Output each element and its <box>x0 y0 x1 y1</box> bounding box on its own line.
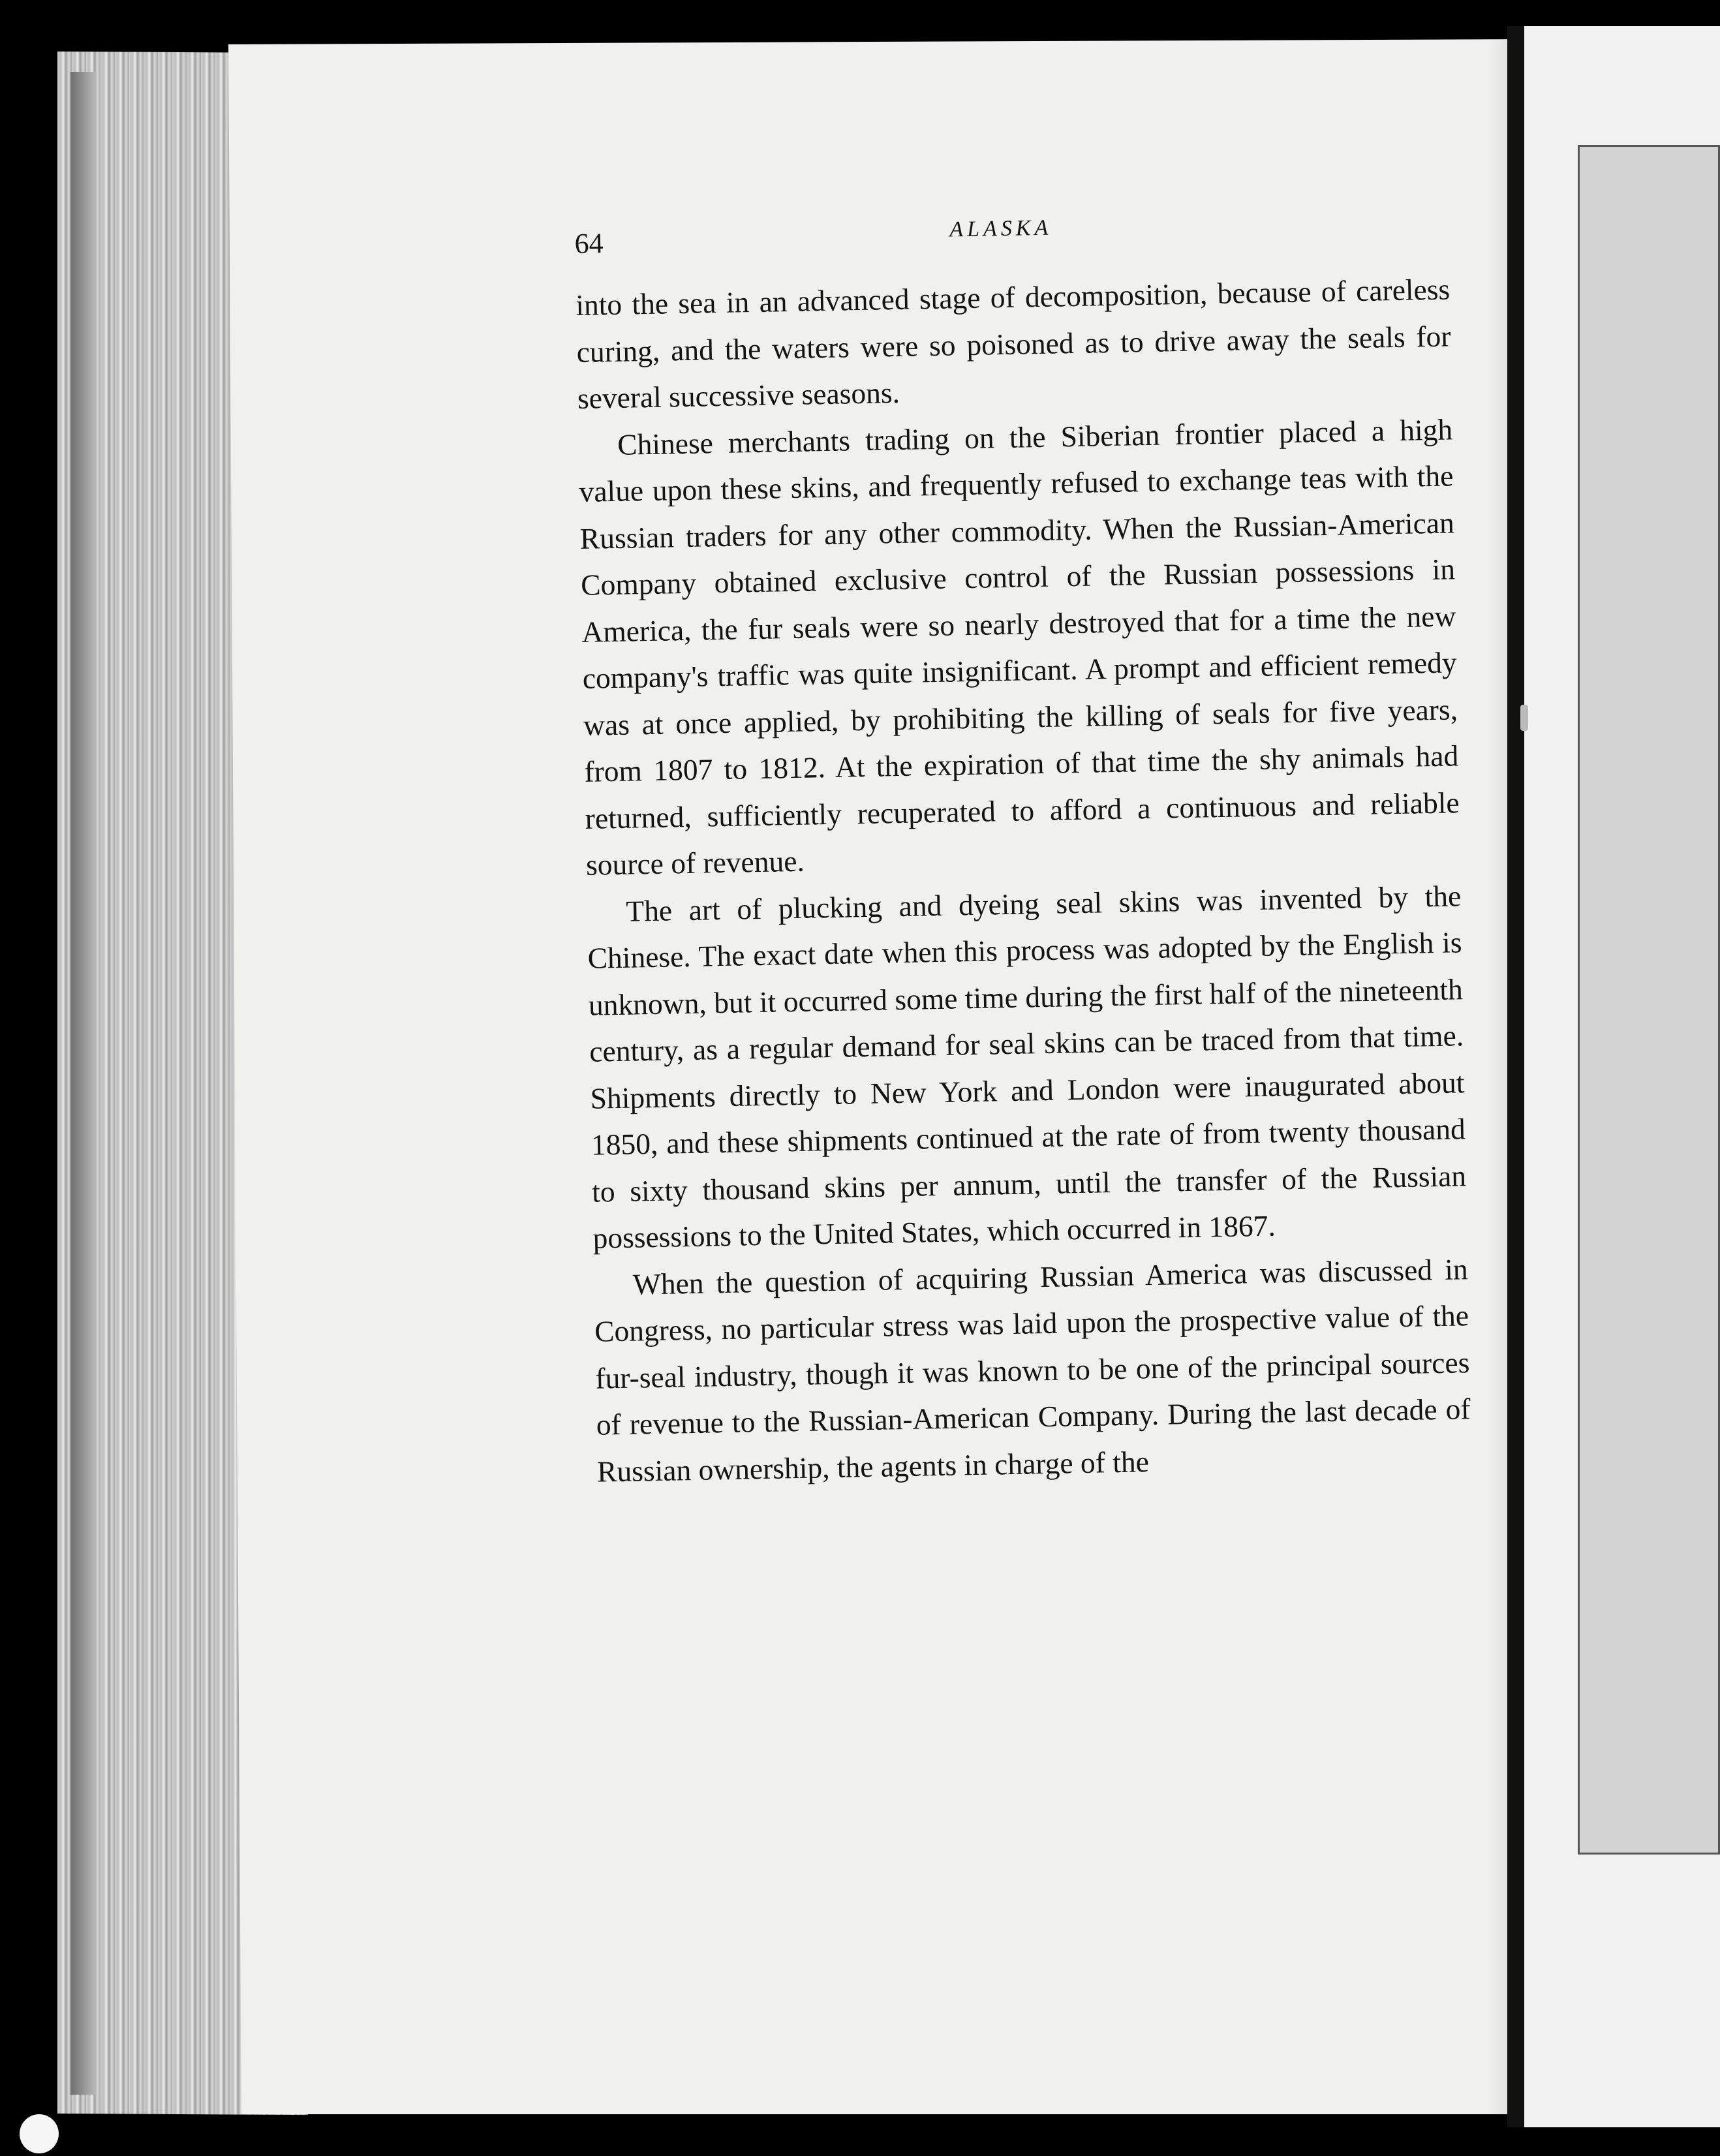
body-text <box>576 266 1472 1494</box>
paragraph: into the sea in an advanced stage of decomposition, because of careless curing, and the waters were so poisoned as to drive away the seals for several successive seasons. <box>575 272 1451 415</box>
facing-page-plate <box>1578 145 1720 1855</box>
book-gutter <box>1507 26 1524 2127</box>
scan-speck <box>1520 705 1528 731</box>
scan-speck <box>20 2114 59 2153</box>
paragraph: The art of plucking and dyeing seal skins was invented by the Chinese. The exact date when this process was adopted by the English is unknown, but it occurred some time during the first half of the nineteenth century, as a regular demand for seal skins can be traced from that time. Shipments directly to New York and London were inaugurated about 1850, and these shipments continued at the rate of from twenty thousand to sixty thousand skins per annum, until the transfer of the Russian possessions to the United States, which occurred in 1867. <box>587 878 1467 1255</box>
paragraph: Chinese merchants trading on the Siberian frontier placed a high value upon these skins, and frequently refused to exchange teas with the Russian traders for any other commodity. When the Russian-American Company obtained exclusive control of the Russian possessions in America, the fur seals were so nearly destroyed that for a time the new company's traffic was quite insignificant. A prompt and efficient remedy was at once applied, by prohibiting the killing of seals for five years, from 1807 to 1812. At the expiration of that time the shy animals had returned, sufficiently recuperated to afford a continuous and reliable source of revenue. <box>579 412 1460 882</box>
page-edge-shadow <box>70 72 97 2095</box>
page-number: 64 <box>574 227 604 260</box>
text-block <box>574 206 1472 1494</box>
running-title: ALASKA <box>949 215 1052 242</box>
paragraph: When the question of acquiring Russian America was discussed in Congress, no particular stress was laid upon the prospective value of the fur-seal industry, though it was known to be one of the principal sources of revenue to the Russian-American Company. During the last decade of Russian ownership, the agents in charge of the <box>594 1252 1471 1488</box>
